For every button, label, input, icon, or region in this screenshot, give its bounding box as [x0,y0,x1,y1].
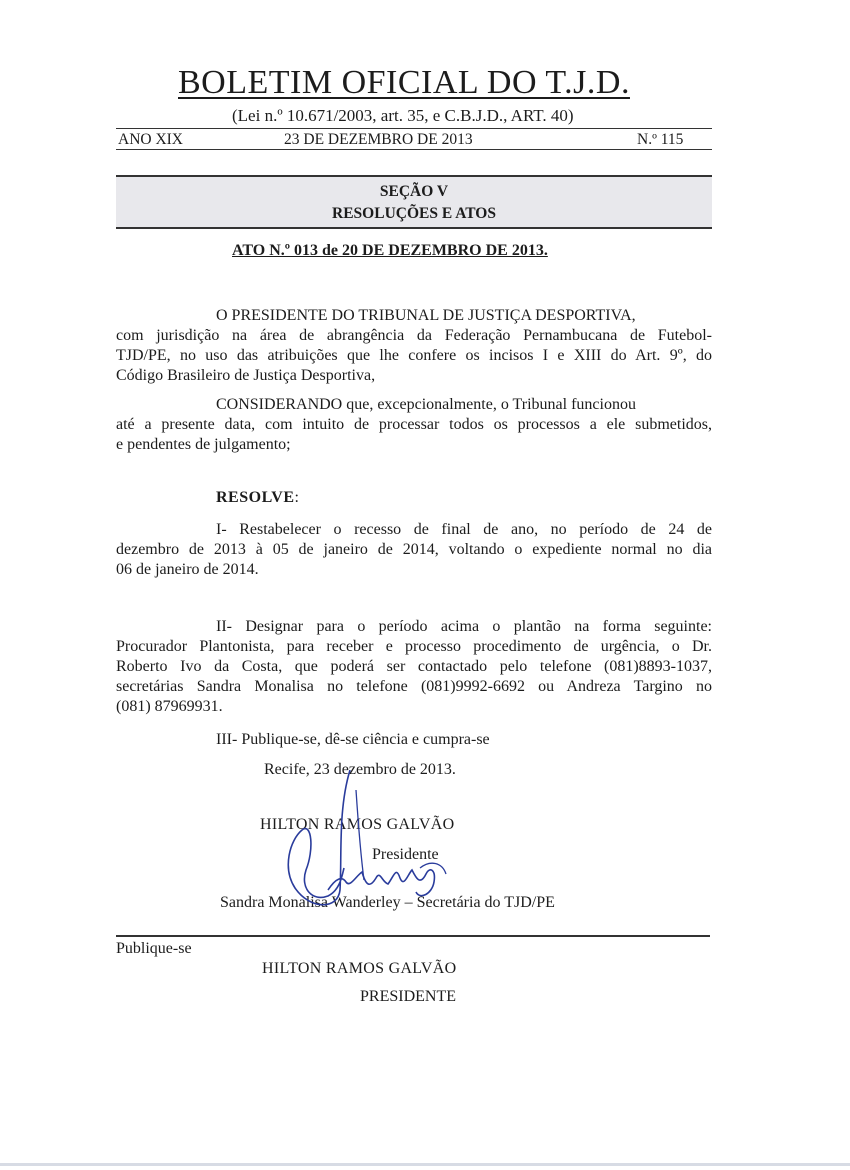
header-top-rule [116,128,712,129]
item-1-paragraph [116,520,712,580]
preamble-line: TJD/PE, no uso das atribuições que lhe confere os incisos I e XIII do Art. 9º, do [116,347,712,364]
considerando-line: CONSIDERANDO que, excepcionalmente, o Tribunal funcionou [216,396,636,413]
item-2-line: Procurador Plantonista, para receber e processo procedimento de urgência, o Dr. [116,638,712,655]
item-2-line: II- Designar para o período acima o plantão na forma seguinte: [216,618,712,635]
secretary-line: Sandra Monalisa Wanderley – Secretária do TJD/PE [220,894,555,911]
footer-role: PRESIDENTE [360,988,456,1005]
preamble-line: O PRESIDENTE DO TRIBUNAL DE JUSTIÇA DESPORTIVA, [216,307,636,324]
item-1-line: dezembro de 2013 à 05 de janeiro de 2014, voltando o expediente normal no dia [116,541,712,558]
resolve-colon: : [294,489,299,506]
footer-rule [116,935,710,937]
signatory-name: HILTON RAMOS GALVÃO [260,816,455,833]
footer-name: HILTON RAMOS GALVÃO [262,960,457,977]
preamble-line: com jurisdição na área de abrangência da Federação Pernambucana de Futebol- [116,327,712,344]
item-2-line: secretárias Sandra Monalisa no telefone (081)9992-6692 ou Andreza Targino no [116,678,712,695]
item-1-line: 06 de janeiro de 2014. [116,561,259,578]
considerando-line: até a presente data, com intuito de processar todos os processos a ele submetidos, [116,416,712,433]
item-3: III- Publique-se, dê-se ciência e cumpra-se [216,731,490,748]
bulletin-number: N.º 115 [637,131,684,148]
item-2-paragraph [116,617,712,717]
resolve-heading [216,489,299,507]
item-1-line: I- Restabelecer o recesso de final de ano, no período de 24 de [216,521,712,538]
bulletin-subtitle: (Lei n.º 10.671/2003, art. 35, e C.B.J.D., ART. 40) [232,106,574,125]
signatory-role: Presidente [372,846,439,863]
bulletin-year: ANO XIX [118,131,184,148]
section-title: RESOLUÇÕES E ATOS [332,205,496,222]
handwritten-signature [270,770,460,920]
preamble-paragraph [116,306,712,386]
resolve-label: RESOLVE [216,489,295,506]
considerando-paragraph [116,395,712,455]
section-number: SEÇÃO V [379,183,449,200]
bulletin-title: BOLETIM OFICIAL DO T.J.D. [178,64,630,101]
place-date: Recife, 23 dezembro de 2013. [264,761,456,778]
item-2-line: Roberto Ivo da Costa, que poderá ser contactado pelo telefone (081)8893-1037, [116,658,712,675]
section-header [116,175,712,229]
bulletin-date: 23 DE DEZEMBRO DE 2013 [284,131,473,148]
ato-title: ATO N.º 013 de 20 DE DEZEMBRO DE 2013. [232,242,548,259]
footer-publique: Publique-se [116,940,192,957]
scan-edge-line [0,1163,850,1166]
preamble-line: Código Brasileiro de Justiça Desportiva, [116,367,376,384]
item-2-line: (081) 87969931. [116,698,223,715]
considerando-line: e pendentes de julgamento; [116,436,291,453]
header-bottom-rule [116,149,712,150]
